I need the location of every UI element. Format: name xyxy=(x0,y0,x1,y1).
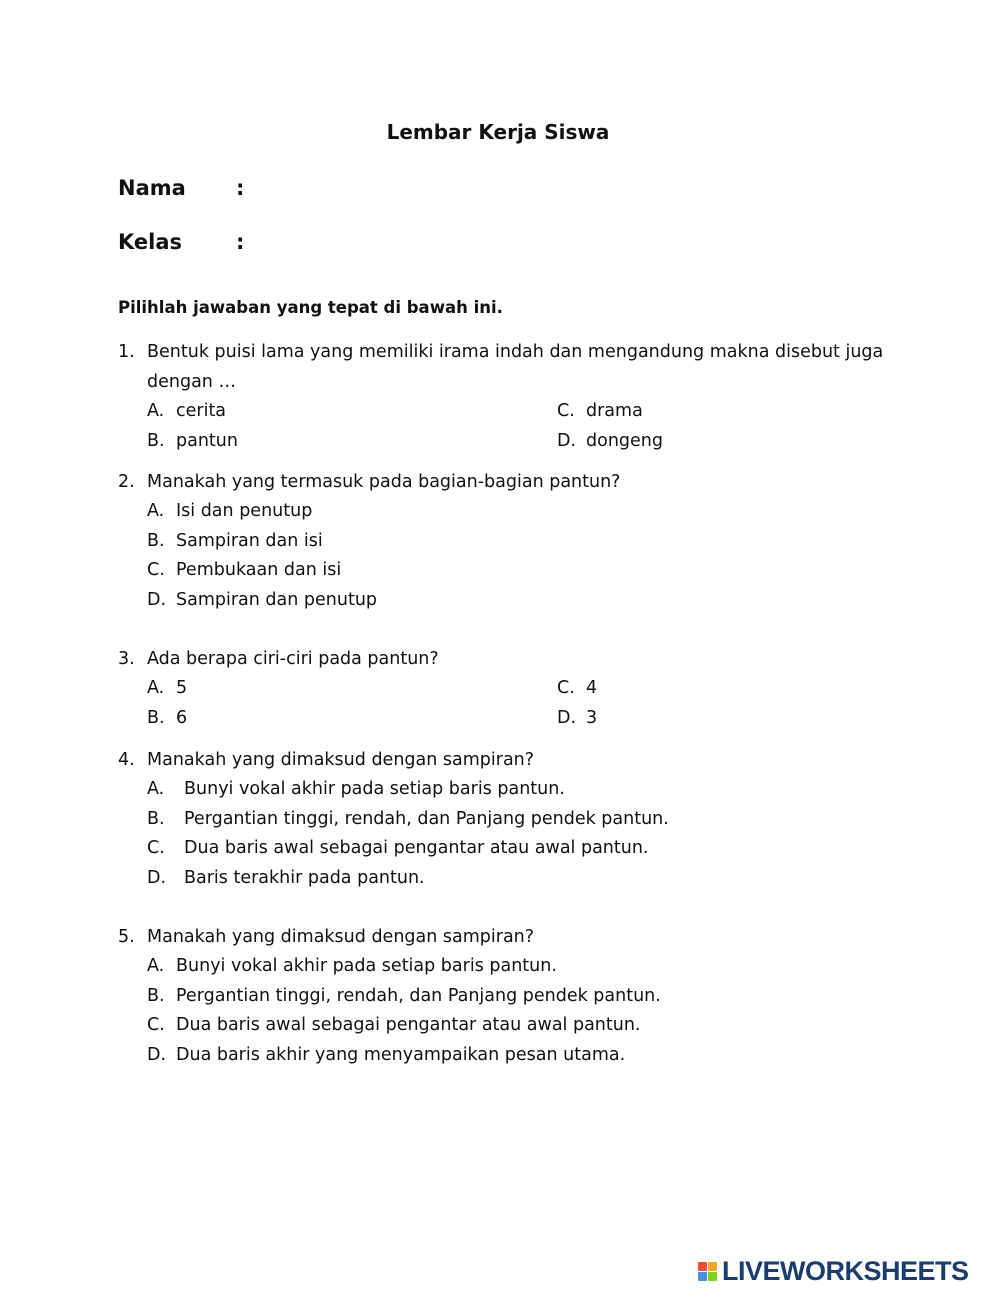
question-2 xyxy=(118,467,888,615)
option-letter: B. xyxy=(147,530,165,551)
option-text: Sampiran dan penutup xyxy=(176,589,378,610)
option-a[interactable] xyxy=(147,397,226,427)
option-text: Bunyi vokal akhir pada setiap baris pantun. xyxy=(176,956,557,976)
option-b[interactable] xyxy=(147,427,238,457)
option-d[interactable] xyxy=(147,1041,888,1071)
option-d[interactable] xyxy=(557,427,663,457)
option-c[interactable] xyxy=(557,674,597,704)
question-4 xyxy=(118,745,888,893)
option-text: 5 xyxy=(176,678,188,698)
question-text: Manakah yang dimaksud dengan sampiran? xyxy=(147,927,535,947)
option-d[interactable] xyxy=(147,864,888,894)
option-text: dongeng xyxy=(586,430,663,451)
name-colon: : xyxy=(236,176,245,200)
option-a[interactable] xyxy=(147,775,888,805)
option-letter: C. xyxy=(147,838,165,858)
option-b[interactable] xyxy=(147,704,187,734)
question-number: 1. xyxy=(118,342,135,362)
name-field xyxy=(118,176,245,200)
option-c[interactable] xyxy=(147,834,888,864)
liveworksheets-logo[interactable] xyxy=(698,1256,969,1286)
options xyxy=(147,775,888,893)
question-number: 2. xyxy=(118,472,135,492)
option-letter: D. xyxy=(557,707,577,728)
page-title: Lembar Kerja Siswa xyxy=(386,120,610,144)
logo-square-1 xyxy=(698,1262,707,1271)
logo-square-2 xyxy=(708,1262,717,1271)
options xyxy=(147,397,888,456)
option-letter: A. xyxy=(147,779,165,799)
option-letter: C. xyxy=(147,1015,165,1035)
option-letter: C. xyxy=(147,560,165,580)
option-letter: A. xyxy=(147,956,165,976)
option-c[interactable] xyxy=(147,1011,888,1041)
name-label: Nama xyxy=(118,176,186,200)
option-letter: D. xyxy=(147,589,167,610)
question-number: 3. xyxy=(118,649,135,669)
option-text: Dua baris akhir yang menyampaikan pesan utama. xyxy=(176,1044,626,1065)
option-letter: A. xyxy=(147,501,165,521)
option-text: Bunyi vokal akhir pada setiap baris pantun. xyxy=(184,779,565,799)
option-letter: C. xyxy=(557,678,575,698)
option-letter: B. xyxy=(147,985,165,1006)
options xyxy=(147,674,888,733)
option-text: Pergantian tinggi, rendah, dan Panjang pendek pantun. xyxy=(176,985,661,1006)
option-letter: D. xyxy=(147,867,167,888)
question-number: 4. xyxy=(118,750,135,770)
option-letter: B. xyxy=(147,707,165,728)
question-3 xyxy=(118,644,888,733)
option-b[interactable] xyxy=(147,527,888,557)
option-text: pantun xyxy=(176,430,238,451)
question-text: Bentuk puisi lama yang memiliki irama indah dan mengandung makna disebut juga dengan … xyxy=(147,342,884,392)
question-text: Manakah yang termasuk pada bagian-bagian pantun? xyxy=(147,472,621,492)
option-text: 3 xyxy=(586,707,598,728)
options xyxy=(147,497,888,615)
question-5 xyxy=(118,922,888,1070)
option-d[interactable] xyxy=(147,586,888,616)
option-text: 4 xyxy=(586,678,598,698)
option-letter: D. xyxy=(557,430,577,451)
class-label: Kelas xyxy=(118,230,183,254)
class-field xyxy=(118,230,245,254)
option-a[interactable] xyxy=(147,497,888,527)
question-text: Manakah yang dimaksud dengan sampiran? xyxy=(147,750,535,770)
class-colon: : xyxy=(236,230,245,254)
option-text: Dua baris awal sebagai pengantar atau awal pantun. xyxy=(176,1015,641,1035)
option-a[interactable] xyxy=(147,952,888,982)
option-text: Dua baris awal sebagai pengantar atau awal pantun. xyxy=(184,838,649,858)
option-letter: D. xyxy=(147,1044,167,1065)
option-b[interactable] xyxy=(147,805,888,835)
instruction: Pilihlah jawaban yang tepat di bawah ini. xyxy=(118,298,503,317)
option-text: cerita xyxy=(176,401,227,421)
logo-text: LIVEWORKSHEETS xyxy=(722,1255,969,1286)
option-text: drama xyxy=(586,401,643,421)
options xyxy=(147,952,888,1070)
option-text: Baris terakhir pada pantun. xyxy=(184,867,425,888)
option-a[interactable] xyxy=(147,674,187,704)
option-b[interactable] xyxy=(147,982,888,1012)
option-letter: A. xyxy=(147,401,165,421)
option-text: Sampiran dan isi xyxy=(176,530,323,551)
question-text: Ada berapa ciri-ciri pada pantun? xyxy=(147,649,439,669)
logo-square-4 xyxy=(708,1272,717,1281)
option-letter: C. xyxy=(557,401,575,421)
question-1 xyxy=(118,337,888,456)
option-letter: A. xyxy=(147,678,165,698)
option-text: Pembukaan dan isi xyxy=(176,560,342,580)
option-text: 6 xyxy=(176,707,188,728)
question-number: 5. xyxy=(118,927,135,947)
option-c[interactable] xyxy=(557,397,643,427)
option-text: Pergantian tinggi, rendah, dan Panjang pendek pantun. xyxy=(184,808,669,829)
option-letter: B. xyxy=(147,430,165,451)
logo-square-3 xyxy=(698,1272,707,1281)
liveworksheets-logo-icon xyxy=(698,1262,717,1281)
option-text: Isi dan penutup xyxy=(176,501,313,521)
option-letter: B. xyxy=(147,808,165,829)
option-c[interactable] xyxy=(147,556,888,586)
option-d[interactable] xyxy=(557,704,597,734)
